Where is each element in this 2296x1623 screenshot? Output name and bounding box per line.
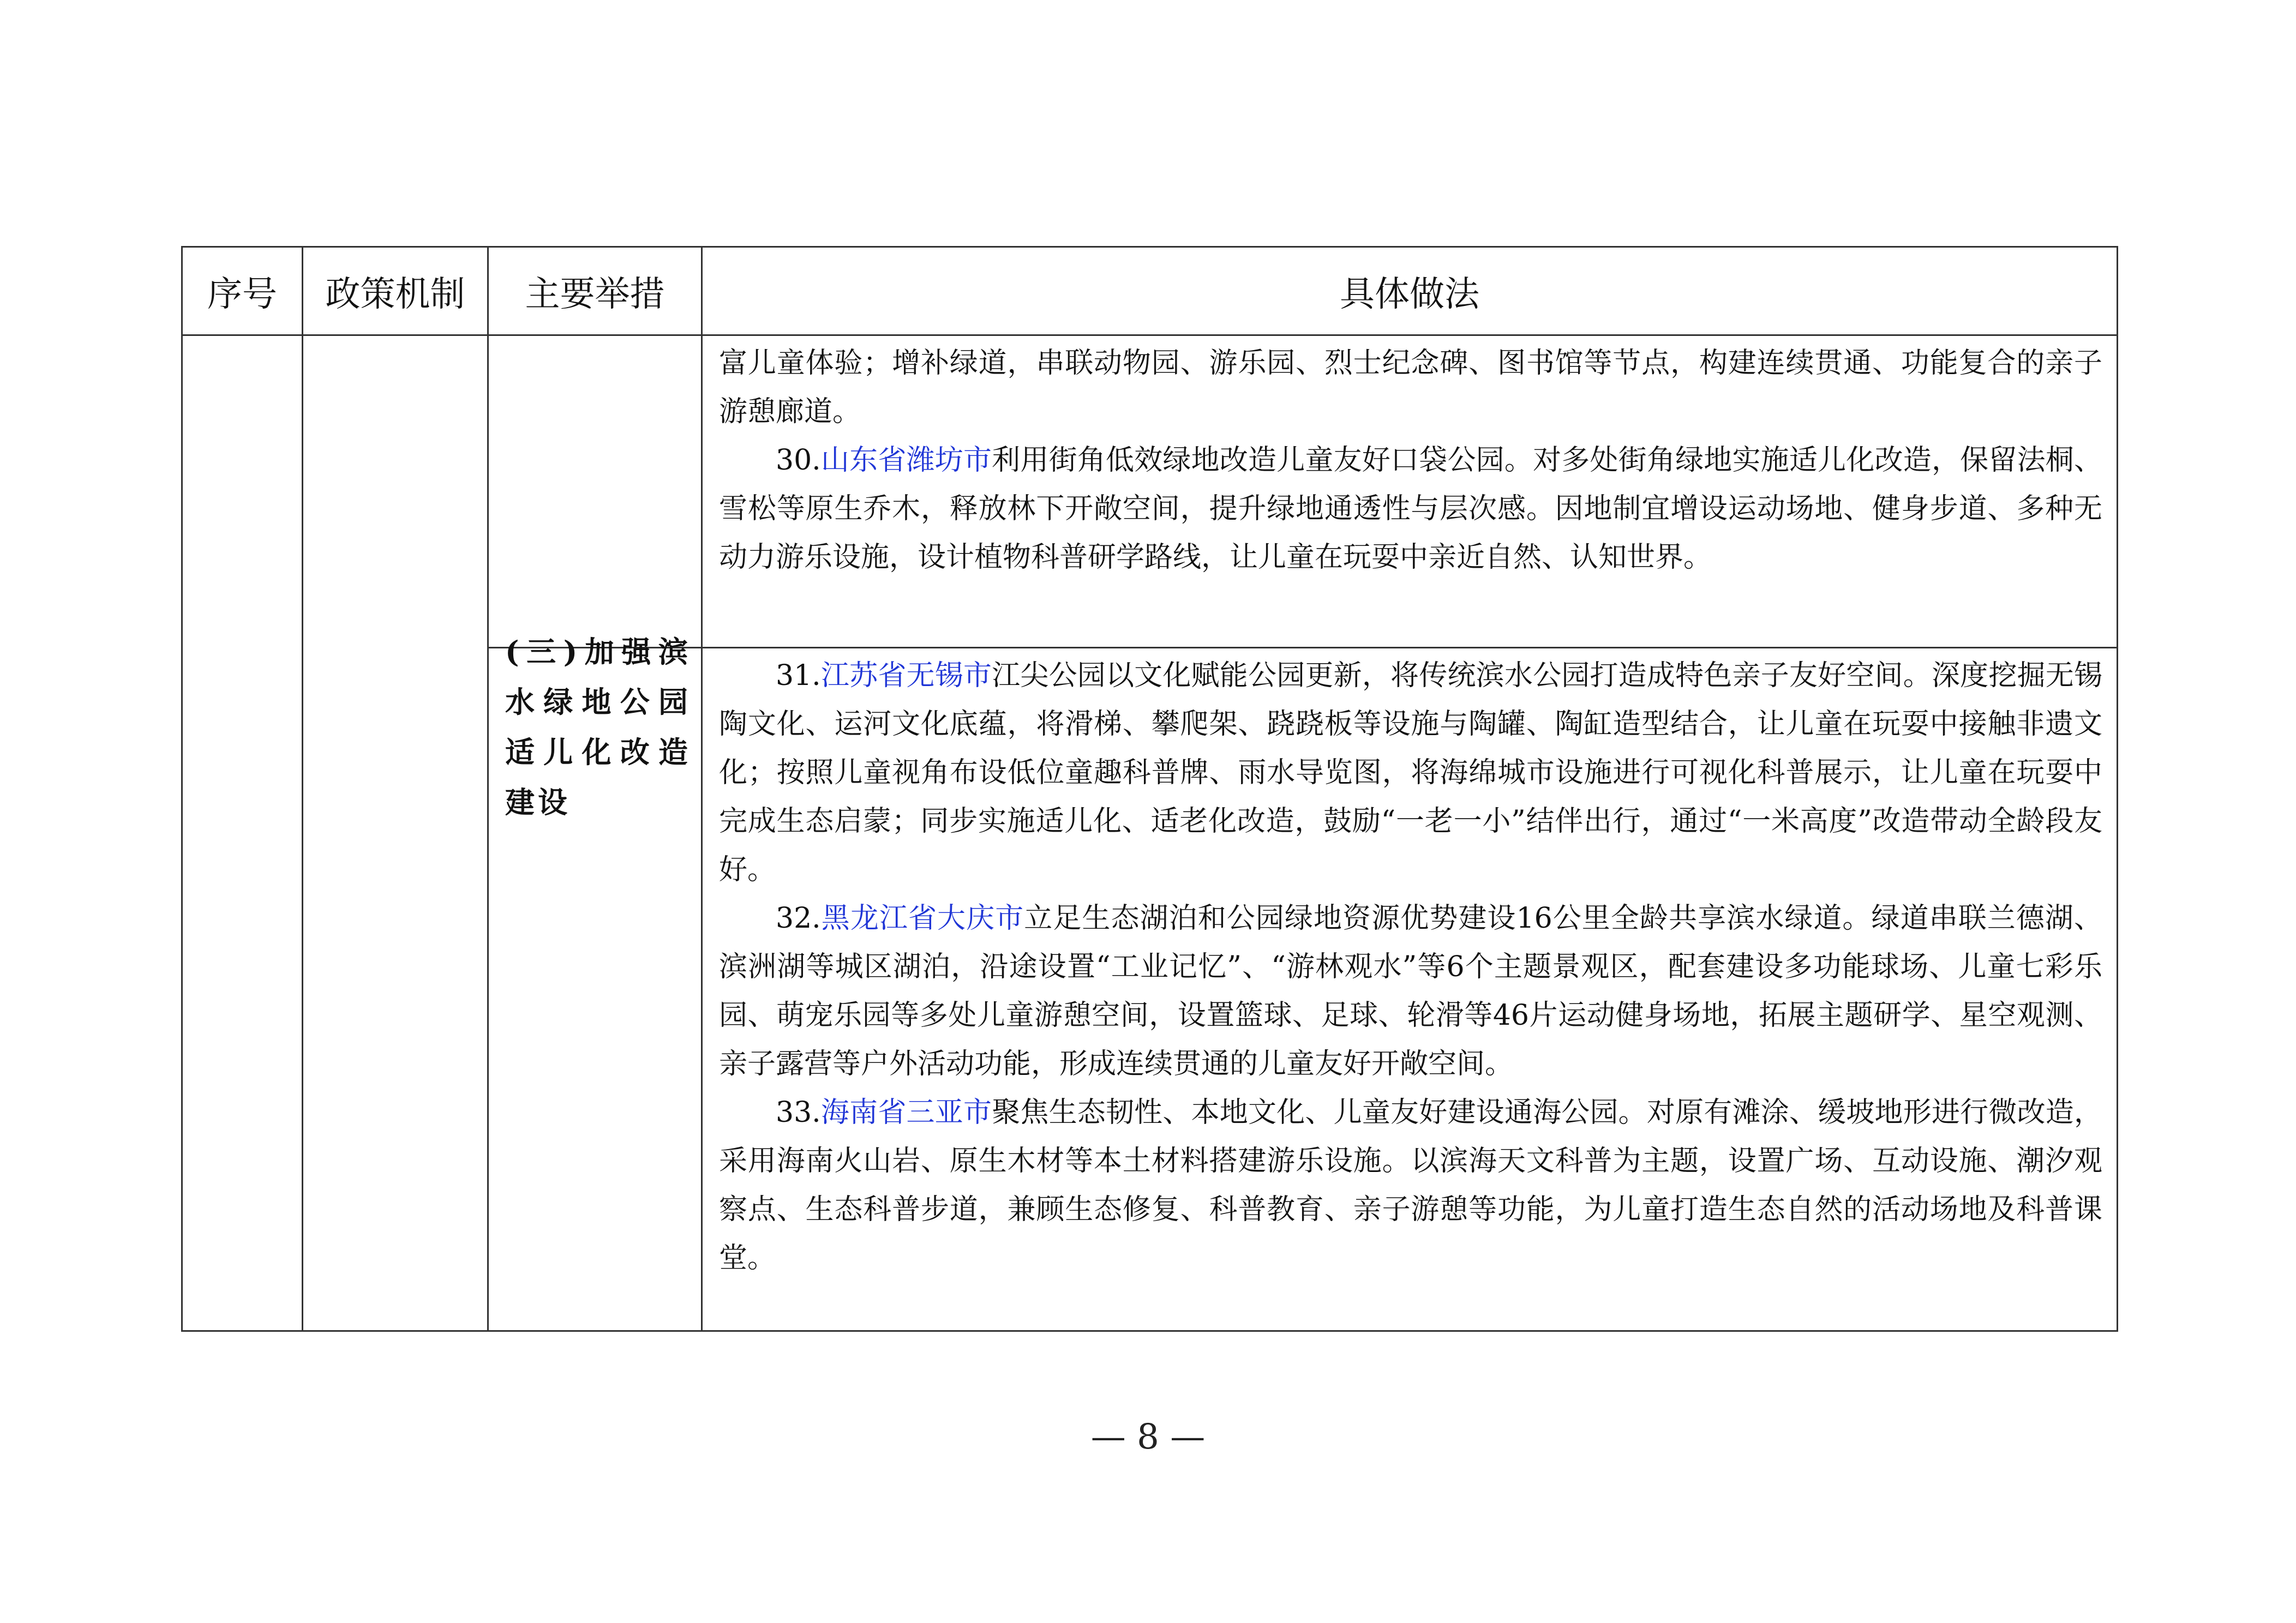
item-31 [719,652,2102,894]
item-32 [719,894,2102,1089]
practice-cell [702,335,2118,648]
item-33 [719,1089,2102,1283]
item-33-text: 聚焦生态韧性、本地文化、儿童友好建设通海公园。对原有滩涂、缓坡地形进行微改造，采用海南火山岩、原生木材等本土材料搭建游乐设施。以滨海天文科普为主题，设置广场、互动设施、潮汐观察点、生态科普步道，兼顾生态修复、科普教育、亲子游憩等功能，为儿童打造生态自然的活动场地及科普课堂。 [719,1096,2102,1275]
continuation-paragraph: 富儿童体验；增补绿道，串联动物园、游乐园、烈士纪念碑、图书馆等节点，构建连续贯通、功能复合的亲子游憩廊道。 [719,347,2102,428]
practice-cell [702,648,2118,1331]
header-seq: 序号 [182,247,303,335]
item-30-location: 山东省潍坊市 [820,444,992,477]
item-32-text: 立足生态湖泊和公园绿地资源优势建设16公里全龄共享滨水绿道。绿道串联兰德湖、滨洲湖等城区湖泊，沿途设置“工业记忆”、“游林观水”等6个主题景观区，配套建设多功能球场、儿童七彩乐园、萌宠乐园等多处儿童游憩空间，设置篮球、足球、轮滑等46片运动健身场地，拓展主题研学、星空观测、亲子露营等户外活动功能，形成连续贯通的儿童友好开敞空间。 [719,902,2102,1080]
header-measure: 主要举措 [488,247,702,335]
item-32-location: 黑龙江省大庆市 [820,902,1024,935]
item-31-location: 江苏省无锡市 [820,659,992,692]
item-31-number: 31. [776,659,821,692]
item-33-number: 33. [776,1096,821,1129]
measure-cell [488,634,702,1331]
item-30-text: 利用街角低效绿地改造儿童友好口袋公园。对多处街角绿地实施适儿化改造，保留法桐、雪松等原生乔木，释放林下开敞空间，提升绿地通透性与层次感。因地制宜增设运动场地、健身步道、多种无动力游乐设施，设计植物科普研学路线，让儿童在玩耍中亲近自然、认知世界。 [719,444,2102,574]
measure-title: (三)加强滨水绿地公园适儿化改造建设 [505,634,691,820]
seq-cell [182,335,303,1331]
header-mechanism: 政策机制 [303,247,488,335]
header-practice: 具体做法 [702,247,2118,335]
measure-cell-empty [488,335,702,648]
item-30 [719,436,2102,582]
item-32-number: 32. [776,902,821,935]
table-row [182,335,2118,648]
item-31-text: 江尖公园以文化赋能公园更新，将传统滨水公园打造成特色亲子友好空间。深度挖掘无锡陶文化、运河文化底蕴，将滑梯、攀爬架、跷跷板等设施与陶罐、陶缸造型结合，让儿童在玩耍中接触非遗文化；按照儿童视角布设低位童趣科普牌、雨水导览图，将海绵城市设施进行可视化科普展示，让儿童在玩耍中完成生态启蒙；同步实施适儿化、适老化改造，鼓励“一老一小”结伴出行，通过“一米高度”改造带动全龄段友好。 [719,659,2102,886]
page-number: — 8 — [1090,1417,1206,1457]
mechanism-cell [303,335,488,1331]
item-30-number: 30. [776,444,821,477]
policy-table [181,246,2118,1332]
item-33-location: 海南省三亚市 [820,1096,992,1129]
table-header-row [182,247,2118,335]
